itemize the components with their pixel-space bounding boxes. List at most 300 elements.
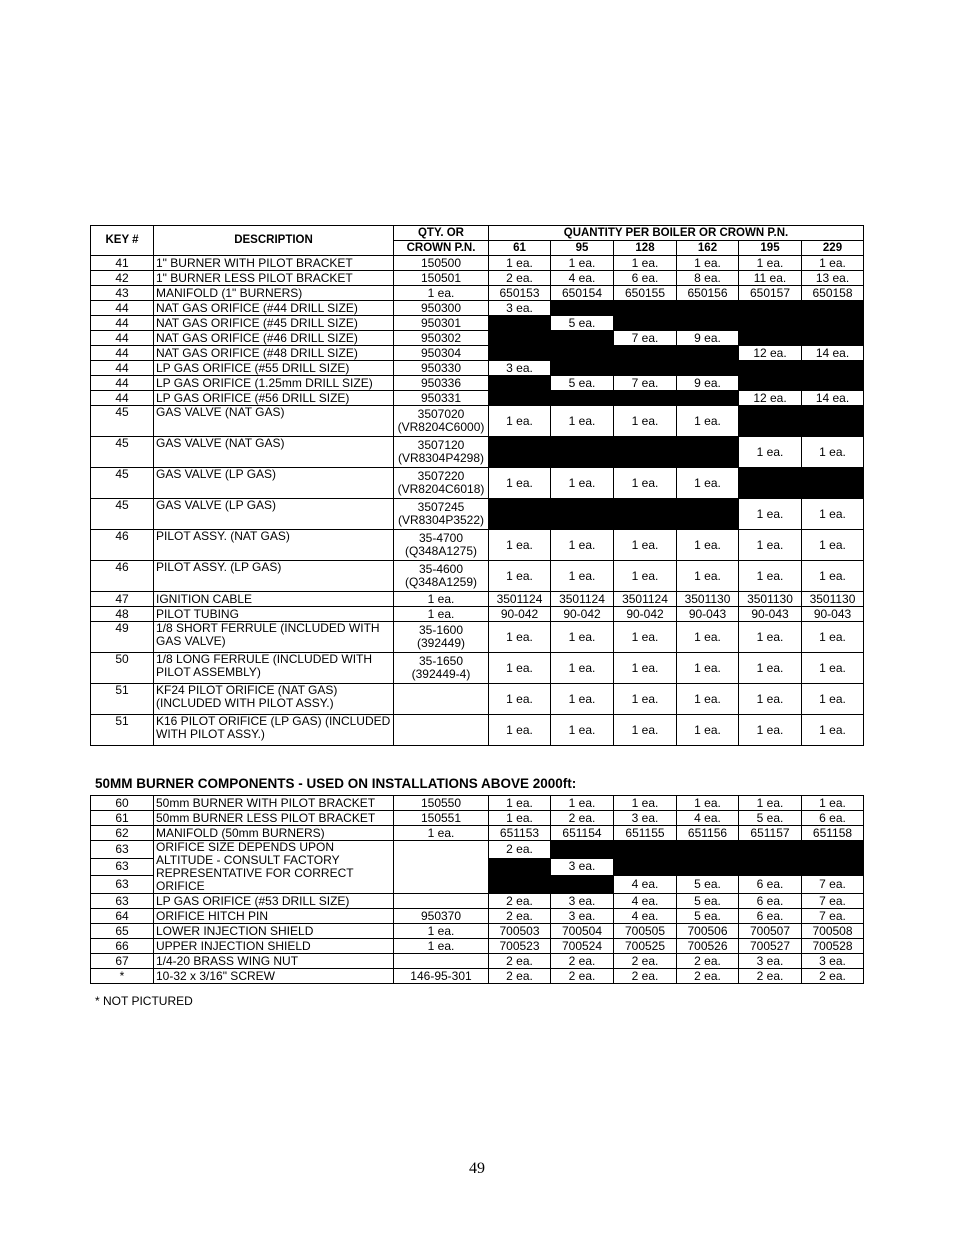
row-description: K16 PILOT ORIFICE (LP GAS) (INCLUDED WITH PILOT ASSY.) xyxy=(154,715,394,746)
blackout-cell xyxy=(551,841,614,859)
burner-components-table xyxy=(90,795,864,984)
part-number-line2: (VR8204C6018) xyxy=(397,482,485,496)
row-quantity: 700527 xyxy=(739,939,802,954)
row-part-number xyxy=(394,406,489,437)
row-description: LP GAS ORIFICE (#56 DRILL SIZE) xyxy=(154,391,394,406)
row-quantity: 1 ea. xyxy=(677,561,739,592)
row-quantity: 1 ea. xyxy=(802,622,864,653)
header-qty-line1: QTY. OR xyxy=(394,226,489,241)
row-part-number xyxy=(394,684,489,715)
row-quantity: 5 ea. xyxy=(551,316,614,331)
row-quantity: 1 ea. xyxy=(614,256,677,271)
row-quantity: 2 ea. xyxy=(739,969,802,984)
row-key: 44 xyxy=(91,361,154,376)
row-part-number: 950300 xyxy=(394,301,489,316)
row-key: 46 xyxy=(91,561,154,592)
blackout-cell xyxy=(614,361,677,376)
header-qty-line2: CROWN P.N. xyxy=(394,241,489,256)
row-key: 61 xyxy=(91,811,154,826)
row-part-number: 950331 xyxy=(394,391,489,406)
table-row xyxy=(91,530,864,561)
row-key: 63 xyxy=(91,894,154,909)
row-description: 10-32 x 3/16" SCREW xyxy=(154,969,394,984)
table-row xyxy=(91,592,864,607)
row-quantity: 7 ea. xyxy=(802,909,864,924)
row-description: IGNITION CABLE xyxy=(154,592,394,607)
row-key: * xyxy=(91,969,154,984)
row-part-number xyxy=(394,894,489,909)
row-quantity: 2 ea. xyxy=(489,841,551,859)
blackout-cell xyxy=(614,316,677,331)
blackout-cell xyxy=(614,499,677,530)
row-quantity: 700503 xyxy=(489,924,551,939)
row-quantity: 1 ea. xyxy=(739,530,802,561)
row-quantity: 1 ea. xyxy=(489,406,551,437)
row-part-number xyxy=(394,841,489,894)
row-quantity: 3 ea. xyxy=(802,954,864,969)
blackout-cell xyxy=(614,391,677,406)
table-row xyxy=(91,468,864,499)
row-part-number xyxy=(394,715,489,746)
row-quantity: 1 ea. xyxy=(739,437,802,468)
row-quantity: 3501130 xyxy=(739,592,802,607)
row-description: 1/8 LONG FERRULE (INCLUDED WITH PILOT ASSEMBLY) xyxy=(154,653,394,684)
row-part-number: 950330 xyxy=(394,361,489,376)
blackout-cell xyxy=(614,346,677,361)
row-quantity: 1 ea. xyxy=(614,796,677,811)
row-description: GAS VALVE (LP GAS) xyxy=(154,499,394,530)
part-number-line1: 3507120 xyxy=(417,438,465,452)
row-description: ORIFICE SIZE DEPENDS UPON ALTITUDE - CONSULT FACTORY REPRESENTATIVE FOR CORRECT ORIFICE xyxy=(154,841,394,894)
row-description: 1/8 SHORT FERRULE (INCLUDED WITH GAS VALVE) xyxy=(154,622,394,653)
row-quantity: 1 ea. xyxy=(489,530,551,561)
main-parts-table xyxy=(90,225,864,746)
row-part-number xyxy=(394,653,489,684)
blackout-cell xyxy=(614,841,677,859)
row-quantity: 1 ea. xyxy=(802,561,864,592)
blackout-cell xyxy=(802,841,864,859)
header-group: QUANTITY PER BOILER OR CROWN P.N. xyxy=(489,226,864,241)
row-quantity: 650153 xyxy=(489,286,551,301)
row-quantity: 6 ea. xyxy=(614,271,677,286)
row-quantity: 700523 xyxy=(489,939,551,954)
row-quantity: 700526 xyxy=(677,939,739,954)
blackout-cell xyxy=(802,331,864,346)
blackout-cell xyxy=(677,841,739,859)
row-key: 42 xyxy=(91,271,154,286)
row-quantity: 1 ea. xyxy=(489,684,551,715)
row-part-number xyxy=(394,954,489,969)
row-quantity: 7 ea. xyxy=(802,894,864,909)
table-row xyxy=(91,796,864,811)
row-part-number: 950370 xyxy=(394,909,489,924)
table-row xyxy=(91,301,864,316)
row-quantity: 700506 xyxy=(677,924,739,939)
row-quantity: 2 ea. xyxy=(551,811,614,826)
header-size: 195 xyxy=(739,241,802,256)
row-key: 44 xyxy=(91,391,154,406)
row-key: 44 xyxy=(91,346,154,361)
row-description: 1" BURNER LESS PILOT BRACKET xyxy=(154,271,394,286)
row-quantity: 1 ea. xyxy=(489,715,551,746)
row-quantity: 1 ea. xyxy=(677,406,739,437)
row-quantity: 651158 xyxy=(802,826,864,841)
row-quantity: 1 ea. xyxy=(677,684,739,715)
blackout-cell xyxy=(677,301,739,316)
blackout-cell xyxy=(739,331,802,346)
row-quantity: 1 ea. xyxy=(802,715,864,746)
row-part-number: 1 ea. xyxy=(394,939,489,954)
row-part-number: 1 ea. xyxy=(394,924,489,939)
row-key: 47 xyxy=(91,592,154,607)
row-quantity: 1 ea. xyxy=(739,653,802,684)
blackout-cell xyxy=(802,316,864,331)
row-description: NAT GAS ORIFICE (#44 DRILL SIZE) xyxy=(154,301,394,316)
row-quantity: 7 ea. xyxy=(614,376,677,391)
row-quantity: 3 ea. xyxy=(489,301,551,316)
row-quantity: 1 ea. xyxy=(489,256,551,271)
row-quantity: 4 ea. xyxy=(677,811,739,826)
table-row xyxy=(91,271,864,286)
row-quantity: 1 ea. xyxy=(739,796,802,811)
blackout-cell xyxy=(551,331,614,346)
row-key: 67 xyxy=(91,954,154,969)
row-quantity: 1 ea. xyxy=(614,561,677,592)
part-number-line2: (Q348A1259) xyxy=(404,575,478,589)
row-quantity: 1 ea. xyxy=(802,256,864,271)
blackout-cell xyxy=(739,841,802,859)
row-quantity: 3 ea. xyxy=(551,909,614,924)
row-quantity: 700508 xyxy=(802,924,864,939)
row-description: GAS VALVE (NAT GAS) xyxy=(154,437,394,468)
row-quantity: 12 ea. xyxy=(739,346,802,361)
part-number-line2: (Q348A1275) xyxy=(404,544,478,558)
row-key: 44 xyxy=(91,331,154,346)
blackout-cell xyxy=(677,437,739,468)
row-quantity: 2 ea. xyxy=(614,954,677,969)
row-description: 1" BURNER WITH PILOT BRACKET xyxy=(154,256,394,271)
part-number-line1: 35-1650 xyxy=(418,654,464,668)
row-key: 63 xyxy=(91,876,154,894)
blackout-cell xyxy=(677,858,739,876)
row-key: 64 xyxy=(91,909,154,924)
blackout-cell xyxy=(489,391,551,406)
blackout-cell xyxy=(677,499,739,530)
row-quantity: 1 ea. xyxy=(677,715,739,746)
blackout-cell xyxy=(489,499,551,530)
row-quantity: 1 ea. xyxy=(802,796,864,811)
row-quantity: 6 ea. xyxy=(739,876,802,894)
row-quantity: 1 ea. xyxy=(677,622,739,653)
row-quantity: 11 ea. xyxy=(739,271,802,286)
row-key: 66 xyxy=(91,939,154,954)
row-key: 51 xyxy=(91,684,154,715)
row-quantity: 90-042 xyxy=(551,607,614,622)
row-quantity: 1 ea. xyxy=(802,499,864,530)
blackout-cell xyxy=(802,406,864,437)
header-size: 229 xyxy=(802,241,864,256)
row-quantity: 3 ea. xyxy=(489,361,551,376)
row-quantity: 6 ea. xyxy=(739,909,802,924)
blackout-cell xyxy=(802,858,864,876)
table-row xyxy=(91,561,864,592)
row-part-number: 146-95-301 xyxy=(394,969,489,984)
row-key: 45 xyxy=(91,468,154,499)
part-number-line2: (VR8304P3522) xyxy=(397,513,485,527)
table-row xyxy=(91,811,864,826)
blackout-cell xyxy=(489,316,551,331)
row-quantity: 1 ea. xyxy=(739,715,802,746)
row-quantity: 1 ea. xyxy=(551,561,614,592)
blackout-cell xyxy=(551,361,614,376)
row-quantity: 2 ea. xyxy=(551,969,614,984)
row-quantity: 3 ea. xyxy=(551,858,614,876)
row-quantity: 7 ea. xyxy=(614,331,677,346)
row-part-number: 150550 xyxy=(394,796,489,811)
row-quantity: 1 ea. xyxy=(489,653,551,684)
row-quantity: 3501124 xyxy=(489,592,551,607)
row-part-number xyxy=(394,499,489,530)
row-quantity: 650155 xyxy=(614,286,677,301)
row-quantity: 8 ea. xyxy=(677,271,739,286)
row-description: 50mm BURNER LESS PILOT BRACKET xyxy=(154,811,394,826)
blackout-cell xyxy=(802,468,864,499)
row-quantity: 1 ea. xyxy=(802,653,864,684)
row-key: 45 xyxy=(91,406,154,437)
blackout-cell xyxy=(551,346,614,361)
table-row xyxy=(91,653,864,684)
row-key: 44 xyxy=(91,316,154,331)
row-key: 51 xyxy=(91,715,154,746)
table-row xyxy=(91,924,864,939)
row-quantity: 700524 xyxy=(551,939,614,954)
row-quantity: 4 ea. xyxy=(614,894,677,909)
blackout-cell xyxy=(739,316,802,331)
row-quantity: 1 ea. xyxy=(489,796,551,811)
row-quantity: 1 ea. xyxy=(551,796,614,811)
row-part-number: 950302 xyxy=(394,331,489,346)
row-description: LP GAS ORIFICE (1.25mm DRILL SIZE) xyxy=(154,376,394,391)
blackout-cell xyxy=(739,468,802,499)
blackout-cell xyxy=(739,406,802,437)
row-description: LP GAS ORIFICE (#55 DRILL SIZE) xyxy=(154,361,394,376)
blackout-cell xyxy=(802,361,864,376)
blackout-cell xyxy=(739,301,802,316)
row-quantity: 5 ea. xyxy=(739,811,802,826)
row-key: 48 xyxy=(91,607,154,622)
row-quantity: 3501130 xyxy=(677,592,739,607)
row-quantity: 1 ea. xyxy=(802,530,864,561)
row-quantity: 1 ea. xyxy=(614,530,677,561)
blackout-cell xyxy=(677,316,739,331)
table-row xyxy=(91,622,864,653)
blackout-cell xyxy=(739,858,802,876)
part-number-line1: 3507220 xyxy=(417,469,465,483)
row-key: 63 xyxy=(91,841,154,859)
blackout-cell xyxy=(489,331,551,346)
part-number-line1: 35-4600 xyxy=(418,562,464,576)
row-quantity: 1 ea. xyxy=(551,468,614,499)
row-quantity: 90-043 xyxy=(739,607,802,622)
part-number-line2: (VR8304P4298) xyxy=(397,451,485,465)
row-description: KF24 PILOT ORIFICE (NAT GAS) (INCLUDED WITH PILOT ASSY.) xyxy=(154,684,394,715)
row-description: GAS VALVE (NAT GAS) xyxy=(154,406,394,437)
row-quantity: 651155 xyxy=(614,826,677,841)
row-quantity: 651156 xyxy=(677,826,739,841)
row-key: 43 xyxy=(91,286,154,301)
row-part-number: 950301 xyxy=(394,316,489,331)
blackout-cell xyxy=(677,346,739,361)
row-description: NAT GAS ORIFICE (#45 DRILL SIZE) xyxy=(154,316,394,331)
row-quantity: 4 ea. xyxy=(614,909,677,924)
row-quantity: 3501130 xyxy=(802,592,864,607)
blackout-cell xyxy=(614,301,677,316)
row-part-number: 150551 xyxy=(394,811,489,826)
row-key: 50 xyxy=(91,653,154,684)
row-part-number: 150501 xyxy=(394,271,489,286)
section-heading: 50MM BURNER COMPONENTS - USED ON INSTALLATIONS ABOVE 2000ft: xyxy=(95,776,577,791)
blackout-cell xyxy=(677,361,739,376)
header-size: 128 xyxy=(614,241,677,256)
header-key: KEY # xyxy=(91,226,154,256)
row-key: 62 xyxy=(91,826,154,841)
row-part-number: 1 ea. xyxy=(394,592,489,607)
row-quantity: 1 ea. xyxy=(802,437,864,468)
table-row xyxy=(91,684,864,715)
table-row xyxy=(91,841,864,859)
blackout-cell xyxy=(489,346,551,361)
row-quantity: 3 ea. xyxy=(739,954,802,969)
blackout-cell xyxy=(489,437,551,468)
row-quantity: 1 ea. xyxy=(489,468,551,499)
row-key: 45 xyxy=(91,437,154,468)
blackout-cell xyxy=(802,376,864,391)
row-quantity: 700504 xyxy=(551,924,614,939)
part-number-line2: (392449-4) xyxy=(411,667,471,681)
blackout-cell xyxy=(739,376,802,391)
row-description: PILOT ASSY. (LP GAS) xyxy=(154,561,394,592)
row-quantity: 3501124 xyxy=(551,592,614,607)
row-key: 44 xyxy=(91,376,154,391)
row-quantity: 1 ea. xyxy=(551,530,614,561)
row-description: ORIFICE HITCH PIN xyxy=(154,909,394,924)
row-quantity: 1 ea. xyxy=(551,715,614,746)
row-quantity: 1 ea. xyxy=(614,684,677,715)
row-quantity: 1 ea. xyxy=(614,406,677,437)
row-key: 46 xyxy=(91,530,154,561)
part-number-line2: (VR8204C6000) xyxy=(397,420,485,434)
row-quantity: 1 ea. xyxy=(614,653,677,684)
row-part-number xyxy=(394,561,489,592)
blackout-cell xyxy=(551,499,614,530)
row-quantity: 2 ea. xyxy=(489,954,551,969)
row-quantity: 650156 xyxy=(677,286,739,301)
part-number-line1: 35-4700 xyxy=(418,531,464,545)
header-size: 162 xyxy=(677,241,739,256)
part-number-line1: 3507245 xyxy=(417,500,465,514)
row-quantity: 700505 xyxy=(614,924,677,939)
row-quantity: 1 ea. xyxy=(739,622,802,653)
table-row xyxy=(91,607,864,622)
table-row xyxy=(91,331,864,346)
table-row xyxy=(91,391,864,406)
row-quantity: 9 ea. xyxy=(677,331,739,346)
row-quantity: 6 ea. xyxy=(739,894,802,909)
table-row xyxy=(91,715,864,746)
header-size: 61 xyxy=(489,241,551,256)
blackout-cell xyxy=(489,376,551,391)
row-description: GAS VALVE (LP GAS) xyxy=(154,468,394,499)
blackout-cell xyxy=(802,301,864,316)
row-quantity: 3 ea. xyxy=(551,894,614,909)
row-part-number: 950304 xyxy=(394,346,489,361)
table-row xyxy=(91,316,864,331)
row-part-number: 950336 xyxy=(394,376,489,391)
row-quantity: 1 ea. xyxy=(739,684,802,715)
blackout-cell xyxy=(551,301,614,316)
table-row xyxy=(91,376,864,391)
row-quantity: 650154 xyxy=(551,286,614,301)
row-quantity: 1 ea. xyxy=(739,561,802,592)
row-quantity: 2 ea. xyxy=(677,954,739,969)
row-quantity: 90-042 xyxy=(489,607,551,622)
row-quantity: 90-043 xyxy=(802,607,864,622)
header-size: 95 xyxy=(551,241,614,256)
row-part-number: 1 ea. xyxy=(394,607,489,622)
header-description: DESCRIPTION xyxy=(154,226,394,256)
blackout-cell xyxy=(551,437,614,468)
row-quantity: 1 ea. xyxy=(677,530,739,561)
row-quantity: 5 ea. xyxy=(551,376,614,391)
row-quantity: 14 ea. xyxy=(802,391,864,406)
row-key: 49 xyxy=(91,622,154,653)
table-row xyxy=(91,346,864,361)
row-part-number xyxy=(394,622,489,653)
row-quantity: 9 ea. xyxy=(677,376,739,391)
blackout-cell xyxy=(677,391,739,406)
row-quantity: 1 ea. xyxy=(551,406,614,437)
row-quantity: 1 ea. xyxy=(614,622,677,653)
row-quantity: 700525 xyxy=(614,939,677,954)
row-description: NAT GAS ORIFICE (#46 DRILL SIZE) xyxy=(154,331,394,346)
blackout-cell xyxy=(739,361,802,376)
table-row xyxy=(91,499,864,530)
row-quantity: 650157 xyxy=(739,286,802,301)
row-quantity: 1 ea. xyxy=(551,653,614,684)
row-key: 63 xyxy=(91,858,154,876)
row-quantity: 14 ea. xyxy=(802,346,864,361)
row-quantity: 2 ea. xyxy=(677,969,739,984)
row-description: MANIFOLD (1" BURNERS) xyxy=(154,286,394,301)
row-key: 45 xyxy=(91,499,154,530)
table-row xyxy=(91,894,864,909)
row-description: PILOT ASSY. (NAT GAS) xyxy=(154,530,394,561)
row-quantity: 5 ea. xyxy=(677,876,739,894)
row-quantity: 1 ea. xyxy=(677,796,739,811)
row-quantity: 1 ea. xyxy=(739,256,802,271)
row-description: LP GAS ORIFICE (#53 DRILL SIZE) xyxy=(154,894,394,909)
row-quantity: 1 ea. xyxy=(551,256,614,271)
blackout-cell xyxy=(551,391,614,406)
table-row xyxy=(91,286,864,301)
row-quantity: 5 ea. xyxy=(677,894,739,909)
row-quantity: 13 ea. xyxy=(802,271,864,286)
table-row xyxy=(91,256,864,271)
row-quantity: 90-042 xyxy=(614,607,677,622)
row-quantity: 4 ea. xyxy=(551,271,614,286)
row-quantity: 650158 xyxy=(802,286,864,301)
table-row xyxy=(91,969,864,984)
